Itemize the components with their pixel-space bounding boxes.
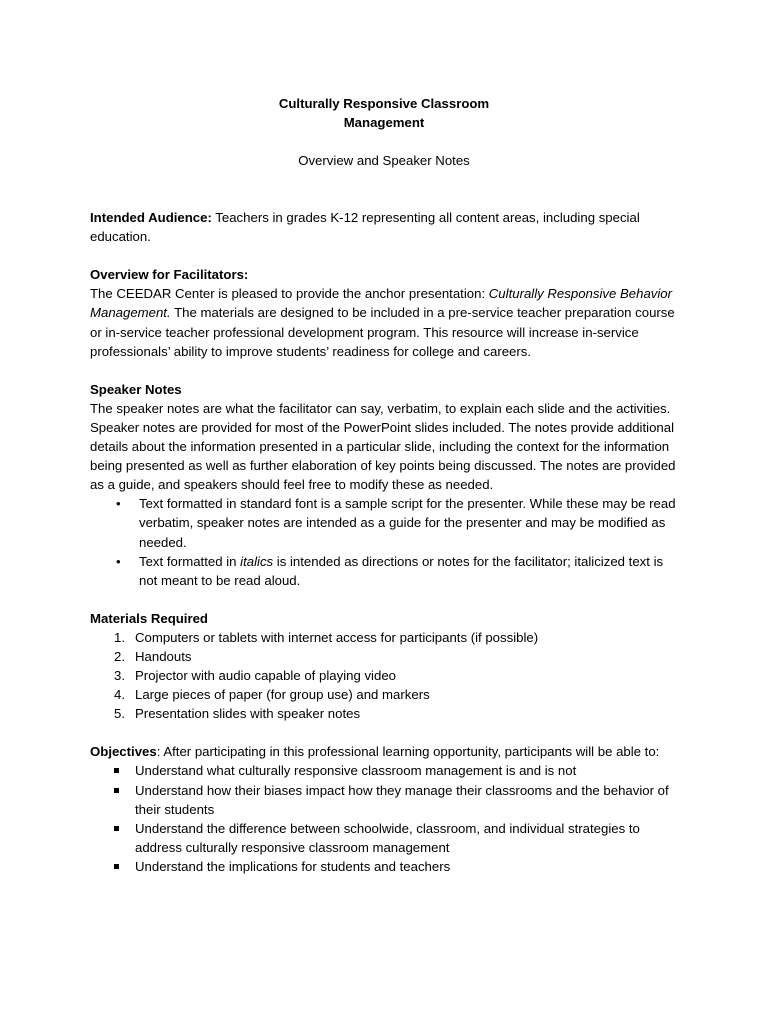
overview-text-end: The materials are designed to be included in a pre-service teacher preparation course or in-service teacher professional development program. This resource will increase in-service professionals’ ability to improve students’ readiness for college and careers. [90, 305, 675, 359]
list-item [90, 857, 678, 876]
bullet-icon: • [116, 496, 121, 512]
list-item-text: Projector with audio capable of playing video [135, 668, 396, 684]
overview-paragraph [90, 284, 678, 360]
list-item [90, 666, 678, 685]
list-number: 2. [114, 648, 125, 664]
intended-audience [90, 208, 678, 246]
list-item [90, 704, 678, 723]
objectives-text: : After participating in this professional learning opportunity, participants will be able to: [156, 744, 660, 760]
materials-heading: Materials Required [90, 610, 208, 626]
title-line-1: Culturally Responsive Classroom [278, 96, 490, 111]
list-item-text: Presentation slides with speaker notes [135, 706, 361, 722]
square-bullet-icon [114, 826, 119, 831]
intended-audience-label: Intended Audience: [90, 210, 212, 226]
list-item-text: Understand what culturally responsive classroom management is and is not [135, 763, 577, 779]
list-item-italic: italics [240, 553, 274, 569]
list-number: 3. [114, 668, 125, 684]
list-number: 4. [114, 687, 125, 703]
square-bullet-icon [114, 864, 119, 869]
bullet-icon: • [116, 553, 121, 569]
speaker-notes-bullets [90, 494, 678, 589]
list-item-text: Text formatted in standard font is a sample script for the presenter. While these may be read verbatim, speaker notes are intended as a guide for the presenter and may be modified as needed. [139, 496, 676, 550]
intended-audience-text: Teachers in grades K-12 representing all content areas, including special education. [90, 210, 640, 245]
list-item-text: Computers or tablets with internet access for participants (if possible) [135, 629, 539, 645]
document-title [90, 94, 678, 132]
list-item-text: Understand the difference between schoolwide, classroom, and individual strategies to address culturally responsive classroom management [135, 820, 640, 855]
list-item [90, 494, 678, 551]
overview-heading: Overview for Facilitators: [90, 267, 249, 283]
overview-italic-title: Culturally Responsive Behavior Management. [90, 286, 673, 321]
document-subtitle: Overview and Speaker Notes [298, 153, 470, 168]
speaker-notes-paragraph: The speaker notes are what the facilitator can say, verbatim, to explain each slide and the activities. Speaker notes are provided for most of the PowerPoint slides included. The notes provide additional details about the information presented in a particular slide, including the context for the information being presented as well as further elaboration of key points being discussed. The notes are provided as a guide, and speakers should feel free to modify these as needed. [90, 400, 676, 493]
list-item [90, 552, 678, 590]
objectives-label: Objectives [90, 744, 157, 760]
list-item-text: Understand the implications for students and teachers [135, 858, 451, 874]
list-item [90, 685, 678, 704]
objectives-paragraph [90, 742, 678, 761]
list-item-text-end: is intended as directions or notes for the facilitator; italicized text is not meant to be read aloud. [139, 553, 664, 588]
list-item [90, 761, 678, 780]
list-number: 1. [114, 629, 125, 645]
square-bullet-icon [114, 788, 119, 793]
title-line-2: Management [343, 115, 425, 130]
list-item [90, 819, 678, 857]
list-number: 5. [114, 706, 125, 722]
list-item [90, 781, 678, 819]
list-item-text: Understand how their biases impact how they manage their classrooms and the behavior of their students [135, 782, 669, 817]
list-item-text-start: Text formatted in [139, 553, 241, 569]
list-item [90, 628, 678, 647]
square-bullet-icon [114, 768, 119, 773]
materials-list [90, 628, 678, 723]
objectives-list [90, 761, 678, 876]
speaker-notes-heading: Speaker Notes [90, 381, 182, 397]
overview-text-start: The CEEDAR Center is pleased to provide the anchor presentation: [90, 286, 489, 302]
list-item [90, 647, 678, 666]
list-item-text: Handouts [135, 648, 192, 664]
list-item-text: Large pieces of paper (for group use) and markers [135, 687, 430, 703]
